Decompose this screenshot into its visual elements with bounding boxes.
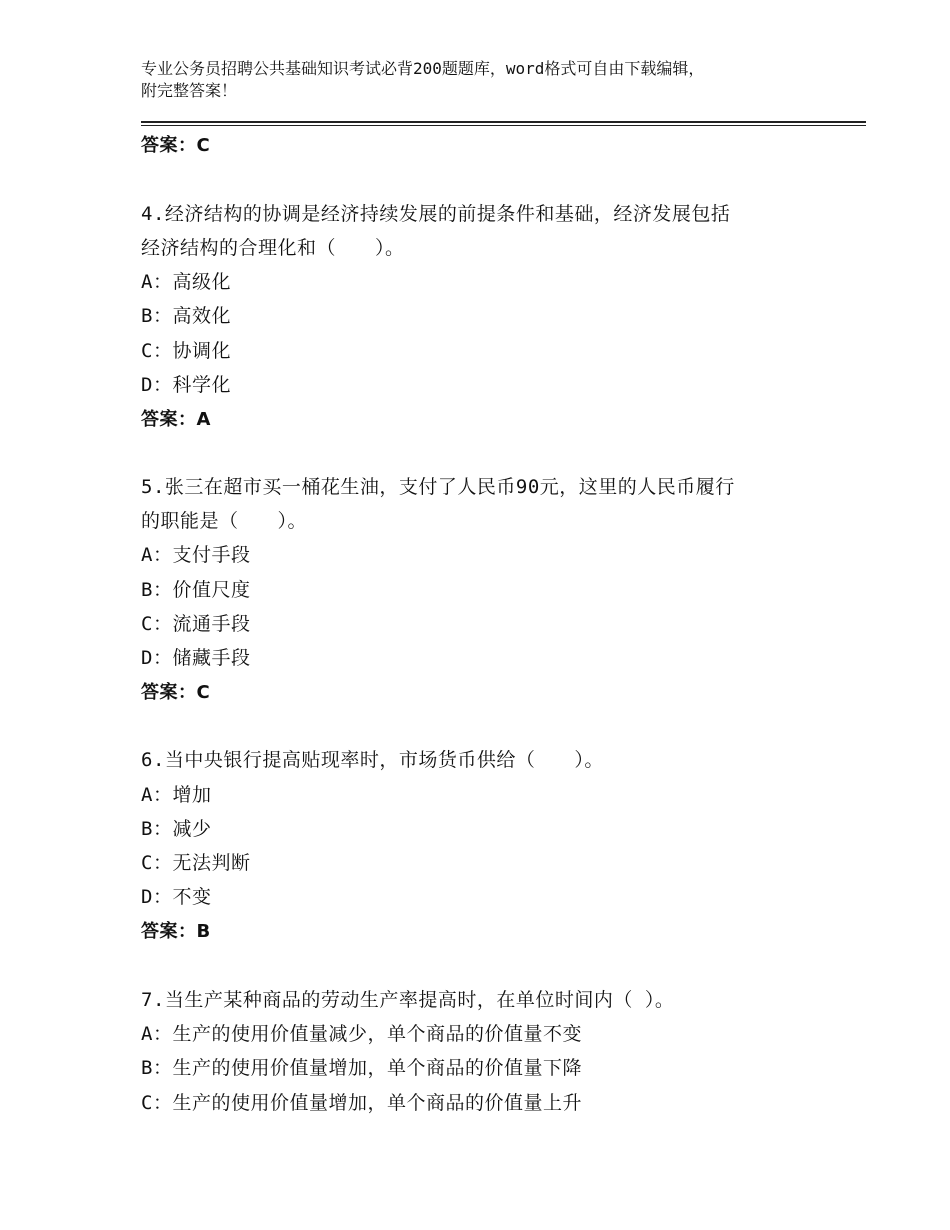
question-5-option-a: A：支付手段 — [141, 544, 251, 566]
question-4-option-d: D：科学化 — [141, 374, 231, 396]
header-divider — [141, 121, 866, 123]
question-5-option-b: B：价值尺度 — [141, 579, 251, 601]
question-4-answer: 答案：A — [141, 409, 211, 430]
page-header — [141, 58, 841, 102]
question-4-option-a: A：高级化 — [141, 271, 231, 293]
header-title-line1: 专业公务员招聘公共基础知识考试必背200题题库，word格式可自由下载编辑， — [141, 59, 705, 78]
question-7-option-b: B：生产的使用价值量增加，单个商品的价值量下降 — [141, 1057, 582, 1079]
question-7-option-c: C：生产的使用价值量增加，单个商品的价值量上升 — [141, 1092, 582, 1114]
question-6-option-a: A：增加 — [141, 784, 212, 806]
answer-q3: 答案：C — [141, 135, 211, 156]
question-6-option-d: D：不变 — [141, 886, 212, 908]
question-5-answer: 答案：C — [141, 682, 211, 703]
question-5-stem-line1: 5.张三在超市买一桶花生油，支付了人民币90元，这里的人民币履行 — [141, 476, 735, 498]
question-4-stem-line1: 4.经济结构的协调是经济持续发展的前提条件和基础，经济发展包括 — [141, 203, 731, 225]
question-5-option-d: D：储藏手段 — [141, 647, 251, 669]
question-6-answer: 答案：B — [141, 921, 211, 942]
question-4-option-b: B：高效化 — [141, 305, 231, 327]
question-4-stem-line2: 经济结构的合理化和（ ）。 — [141, 237, 405, 259]
question-7-option-a: A：生产的使用价值量减少，单个商品的价值量不变 — [141, 1023, 582, 1045]
question-5-option-c: C：流通手段 — [141, 613, 251, 635]
question-6-option-b: B：减少 — [141, 818, 212, 840]
header-title-line2: 附完整答案！ — [141, 81, 238, 100]
question-5-stem-line2: 的职能是（ ）。 — [141, 510, 308, 532]
header-divider-thin — [141, 125, 866, 126]
question-7-stem-line1: 7.当生产某种商品的劳动生产率提高时，在单位时间内（ ）。 — [141, 989, 675, 1011]
question-6-stem-line1: 6.当中央银行提高贴现率时，市场货币供给（ ）。 — [141, 749, 604, 771]
question-6-option-c: C：无法判断 — [141, 852, 251, 874]
question-4-option-c: C：协调化 — [141, 340, 231, 362]
